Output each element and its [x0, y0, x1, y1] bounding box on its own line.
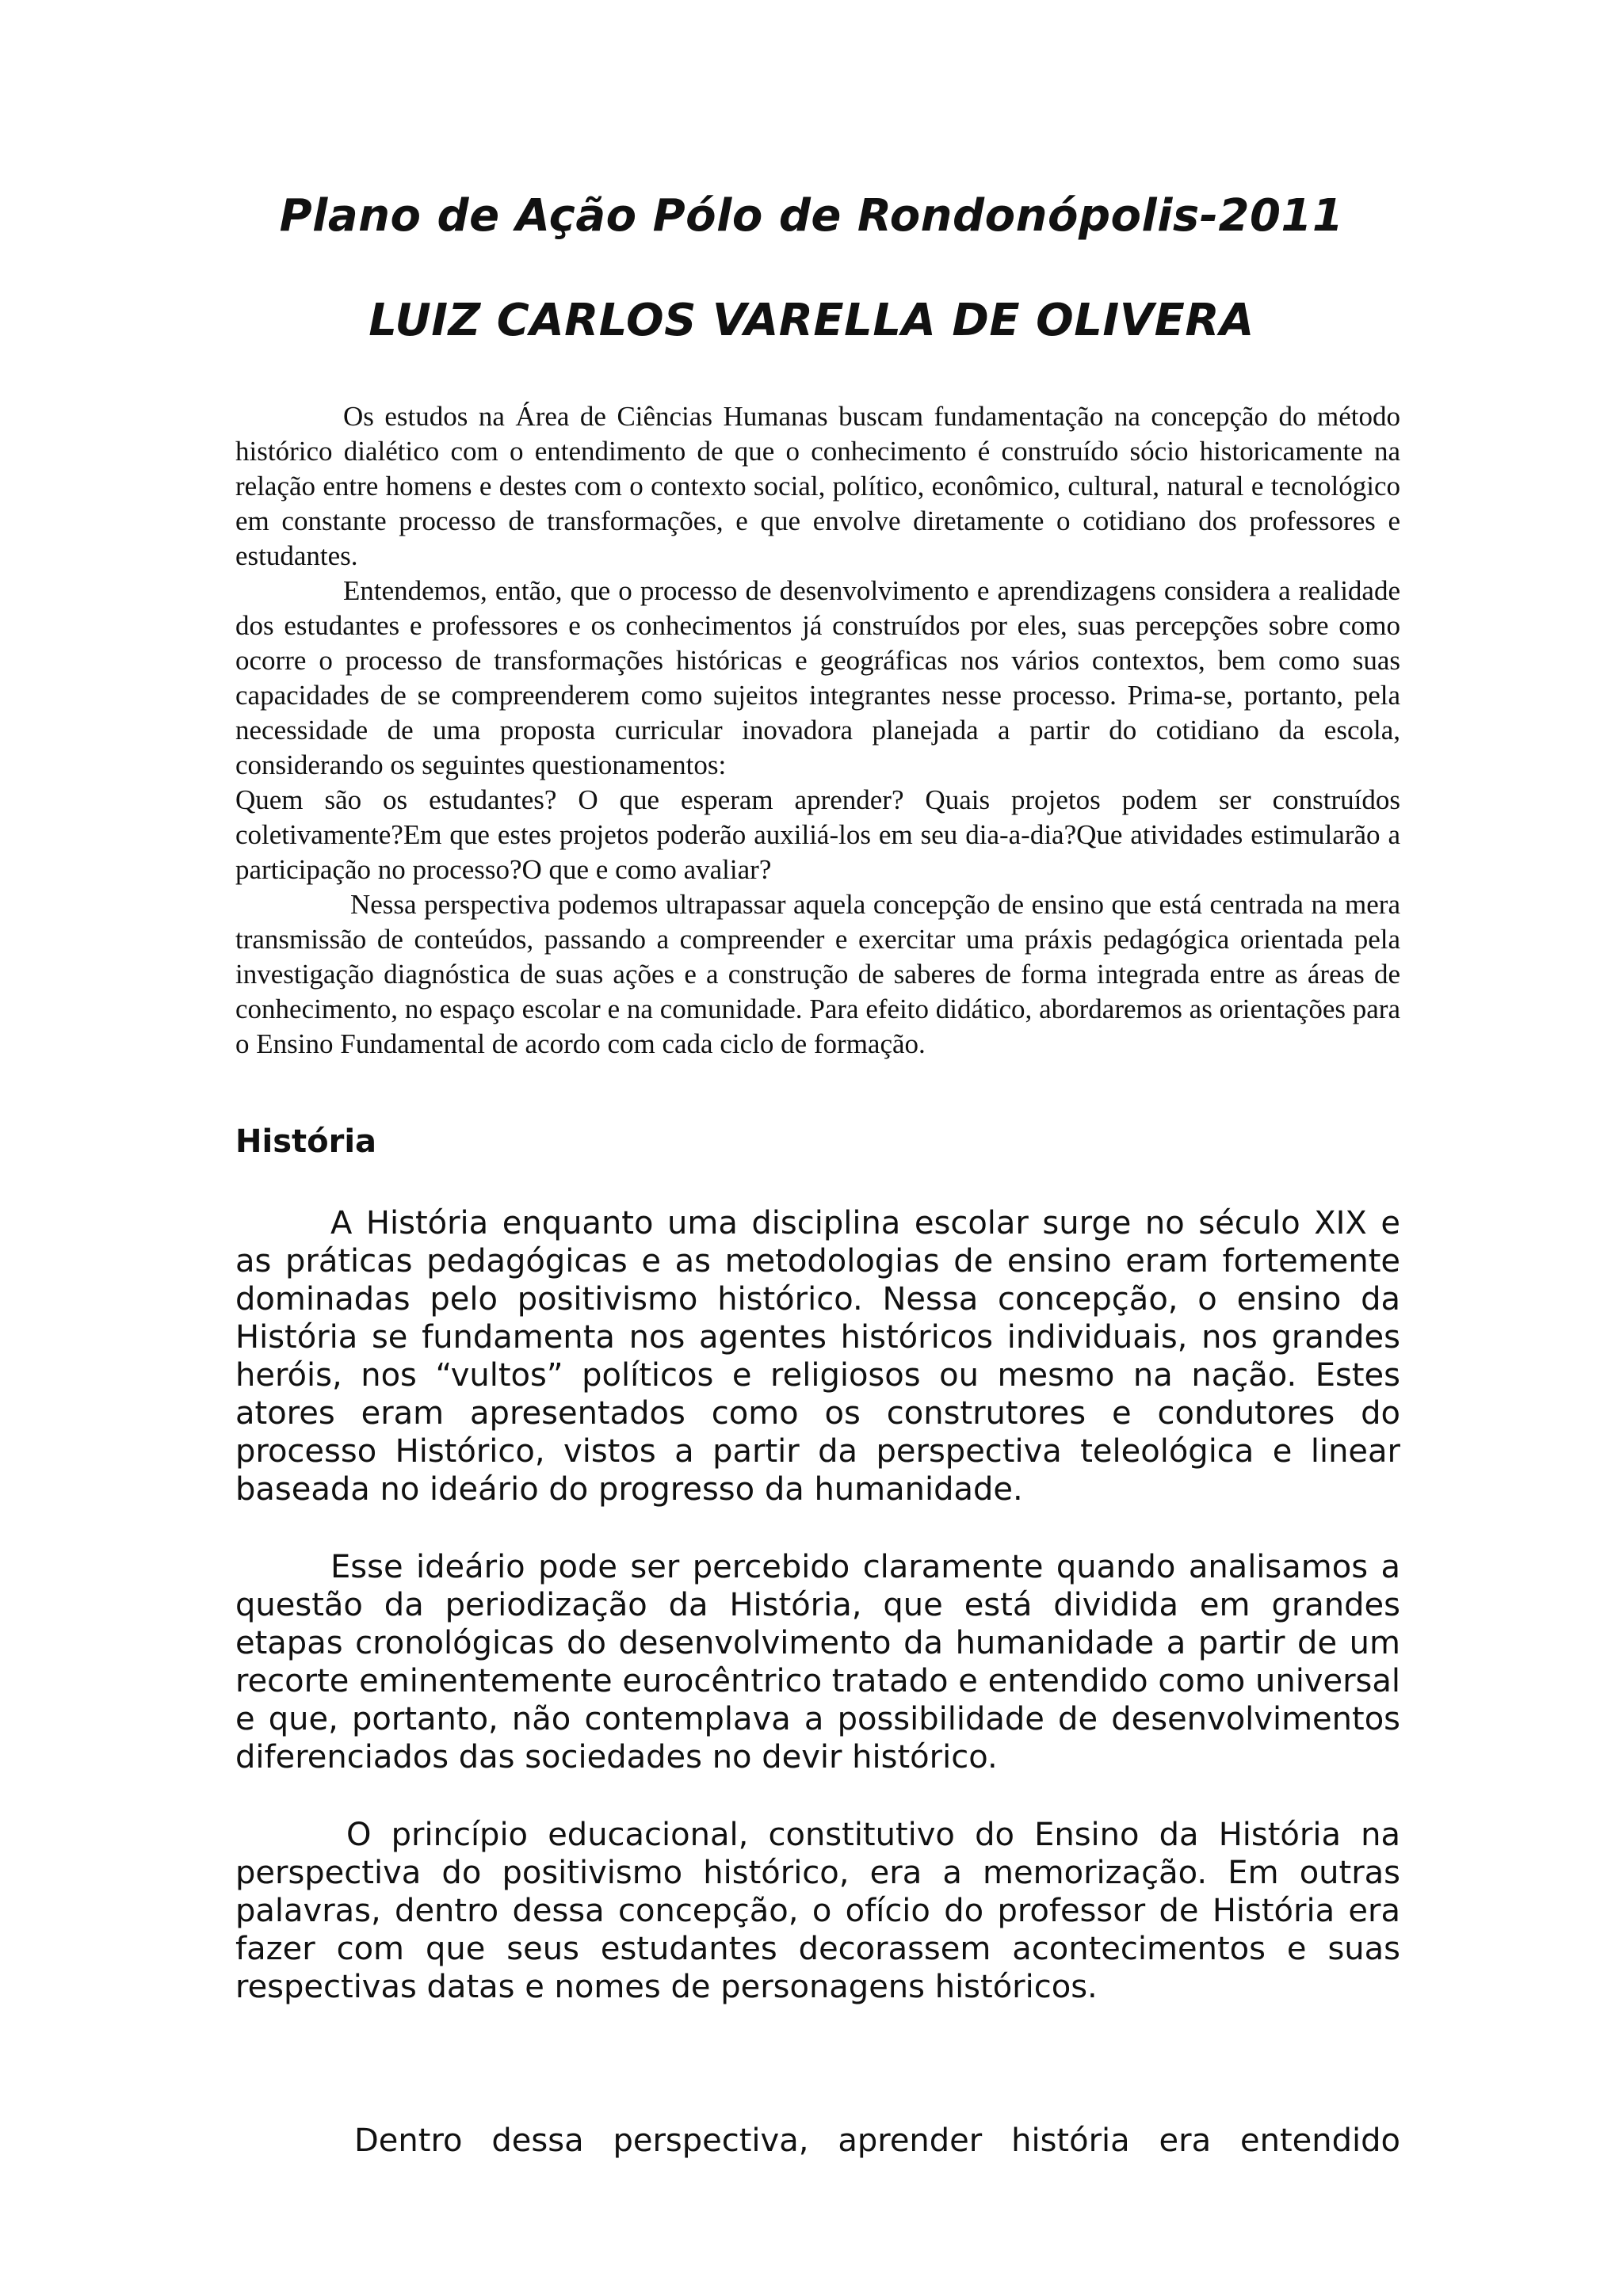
intro-paragraph-1: Os estudos na Área de Ciências Humanas buscam fundamentação na concepção do método histórico dialético com o entendimento de que o conhecimento é construído sócio historicamente na relação entre homens e destes com o contexto social, político, econômico, cultural, natural e tecnológico em constante processo de transformações, e que envolve diretamente o cotidiano dos professores e estudantes. [235, 401, 1400, 571]
section-heading-historia: História [235, 1123, 377, 1160]
document-title: Plano de Ação Pólo de Rondonópolis-2011 [279, 190, 1344, 242]
intro-paragraph-3: Quem são os estudantes? O que esperam aprender? Quais projetos podem ser construídos coletivamente?Em que estes projetos poderão auxiliá-los em seu dia-a-dia?Que atividades estimularão a participação no processo?O que e como avaliar? [235, 784, 1400, 885]
intro-section [235, 399, 1400, 1062]
historia-paragraph-4: Dentro dessa perspectiva, aprender história era entendido [354, 2122, 1400, 2159]
historia-paragraph-1: A História enquanto uma disciplina escolar surge no século XIX e as práticas pedagógicas e as metodologias de ensino eram fortemente dominadas pelo positivismo histórico. Nessa concepção, o ensino da História se fundamenta nos agentes históricos individuais, nos grandes heróis, nos “vultos” políticos e religiosos ou mesmo na nação. Estes atores eram apresentados como os construtores e condutores do processo Histórico, vistos a partir da perspectiva teleológica e linear baseada no ideário do progresso da humanidade. [235, 1205, 1400, 1508]
author-name: LUIZ CARLOS VARELLA DE OLIVERA [369, 295, 1254, 346]
historia-paragraph-2: Esse ideário pode ser percebido claramente quando analisamos a questão da periodização da História, que está dividida em grandes etapas cronológicas do desenvolvimento da humanidade a partir de um recorte eminentemente eurocêntrico tratado e entendido como universal e que, portanto, não contemplava a possibilidade de desenvolvimentos diferenciados das sociedades no devir histórico. [235, 1549, 1400, 1775]
intro-paragraph-2: Entendemos, então, que o processo de desenvolvimento e aprendizagens considera a realidade dos estudantes e professores e os conhecimentos já construídos por eles, suas percepções sobre como ocorre o processo de transformações históricas e geográficas nos vários contextos, bem como suas capacidades de se compreenderem como sujeitos integrantes nesse processo. Prima-se, portanto, pela necessidade de uma proposta curricular inovadora planejada a partir do cotidiano da escola, considerando os seguintes questionamentos: [235, 575, 1400, 780]
historia-paragraph-3: O princípio educacional, constitutivo do Ensino da História na perspectiva do positivismo histórico, era a memorização. Em outras palavras, dentro dessa concepção, o ofício do professor de História era fazer com que seus estudantes decorassem acontecimentos e suas respectivas datas e nomes de personagens históricos. [235, 1817, 1400, 2005]
intro-paragraph-4: Nessa perspectiva podemos ultrapassar aquela concepção de ensino que está centrada na mera transmissão de conteúdos, passando a compreender e exercitar uma práxis pedagógica orientada pela investigação diagnóstica de suas ações e a construção de saberes de forma integrada entre as áreas de conhecimento, no espaço escolar e na comunidade. Para efeito didático, abordaremos as orientações para o Ensino Fundamental de acordo com cada ciclo de formação. [235, 889, 1400, 1059]
